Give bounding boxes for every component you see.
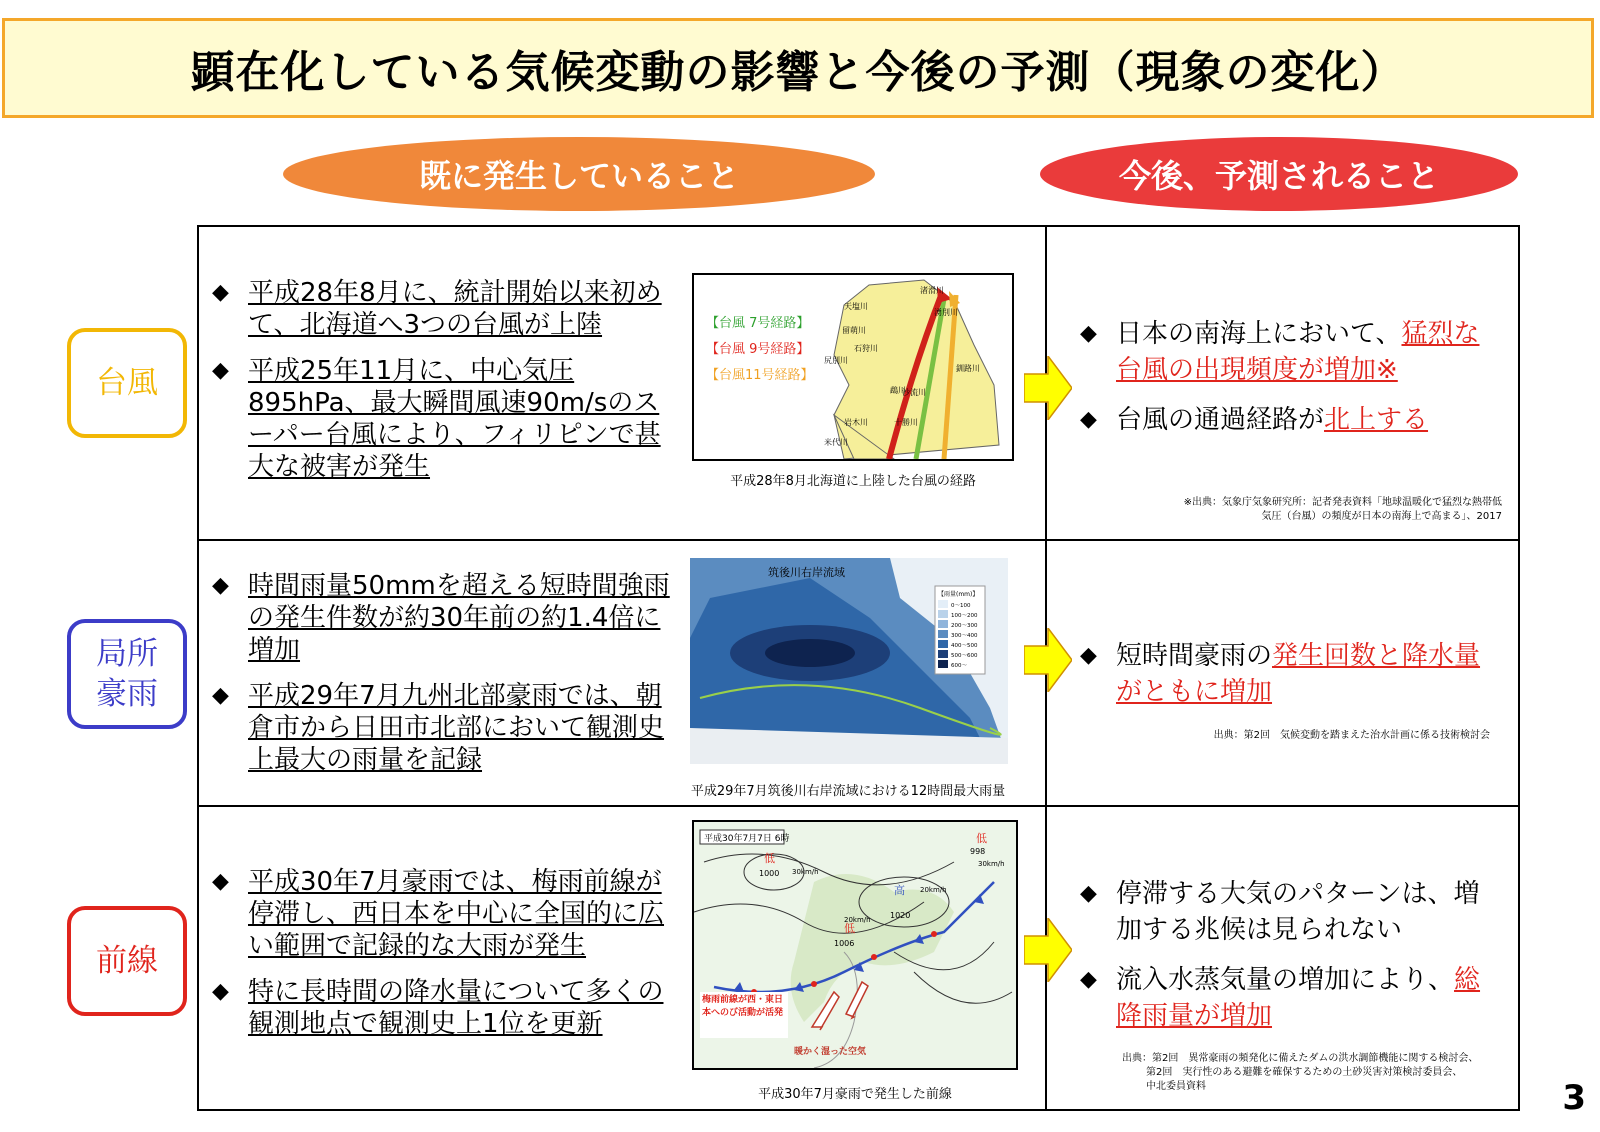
- pressure-label: 1020: [890, 911, 911, 920]
- front-future-list: [1080, 876, 1505, 1048]
- legend-range: 0～100: [951, 603, 971, 609]
- typhoon-source: ※出典：気象庁気象研究所：記者発表資料「地球温暖化で猛烈な熱帯低気圧（台風）の頻度が日本の南海上で高まる」、2017: [1183, 497, 1502, 522]
- label-front: 前線: [67, 906, 187, 1016]
- typhoon-track-map: [692, 273, 1014, 461]
- weather-chart: [692, 820, 1018, 1070]
- pressure-label: 低: [764, 852, 775, 865]
- typhoon-map-caption: 平成28年8月北海道に上陸した台風の経路: [730, 474, 976, 489]
- place-label: 湧別川: [934, 308, 958, 317]
- legend-typhoon-7: 【台風 7号経路】: [706, 316, 810, 331]
- list-item: ◆ 停滞する大気のパターンは、増加する兆候は見られない: [1080, 879, 1480, 945]
- list-item: ◆ 流入水蒸気量の増加により、総降雨量が増加: [1080, 965, 1481, 1031]
- header-future: 今後、予測されること: [1040, 137, 1518, 211]
- list-item: ◆ 平成25年11月に、中心気圧895hPa、最大瞬間風速90m/sのスーパー台風により、フィリピンで甚大な被害が発生: [212, 356, 661, 482]
- local-rain-current-list: [212, 570, 677, 790]
- speed-label: 30km/h: [792, 868, 819, 876]
- title-banner: [2, 18, 1594, 118]
- speed-label: 20km/h: [844, 916, 871, 924]
- rainfall-map: [690, 558, 1008, 764]
- row-divider: [197, 805, 1520, 807]
- front-note: 梅雨前線が西・東日本へのび活動が活発: [702, 995, 784, 1018]
- header-current: 既に発生していること: [283, 137, 875, 211]
- list-item: ◆ 日本の南海上において、猛烈な台風の出現頻度が増加※: [1080, 319, 1480, 385]
- place-label: 渚滑川: [920, 286, 944, 295]
- legend-range: 200～300: [951, 623, 978, 629]
- chart-header: 平成30年7月7日 6時: [704, 834, 790, 844]
- pressure-label: 高: [894, 884, 905, 897]
- page-title: 顕在化している気候変動の影響と今後の予測（現象の変化）: [190, 47, 1406, 98]
- legend-range: 400～500: [951, 643, 978, 649]
- arrow-right-icon: [1024, 918, 1072, 982]
- list-item: ◆ 時間雨量50mmを超える短時間強雨の発生件数が約30年前の約1.4倍に増加: [212, 571, 670, 665]
- place-label: 尻別川: [824, 356, 848, 365]
- legend-range: 500～600: [951, 653, 978, 659]
- place-label: 留萌川: [842, 326, 866, 335]
- legend-typhoon-11: 【台風11号経路】: [706, 368, 814, 383]
- label-typhoon: 台風: [67, 328, 187, 438]
- list-item: ◆ 平成28年8月に、統計開始以来初めて、北海道へ3つの台風が上陸: [212, 278, 662, 340]
- local-rain-source: 出典：第2回 気候変動を踏まえた治水計画に係る技術検討会: [1213, 730, 1490, 741]
- row-divider: [197, 539, 1520, 541]
- front-source: 出典：第2回 異常豪雨の頻発化に備えたダムの洪水調節機能に関する検討会、 第2回 実行性のある避難を確保するための土砂災害対策検討委員会、 中北委員資料: [1122, 1053, 1479, 1092]
- rainfall-map-caption: 平成29年7月筑後川右岸流域における12時間最大雨量: [690, 784, 1006, 799]
- place-label: 米代川: [824, 438, 848, 447]
- place-label: 天塩川: [844, 302, 868, 311]
- pressure-label: 低: [976, 832, 987, 845]
- pressure-label: 低: [844, 922, 855, 935]
- list-item: ◆ 平成29年7月九州北部豪雨では、朝倉市から日田市北部において観測史上最大の雨量を記録: [212, 681, 665, 775]
- place-label: 石狩川: [854, 344, 878, 353]
- pressure-label: 1000: [759, 869, 780, 878]
- arrow-right-icon: [1024, 628, 1072, 692]
- weather-chart-caption: 平成30年7月豪雨で発生した前線: [758, 1087, 952, 1102]
- typhoon-current-list: [212, 277, 672, 497]
- legend-title: 【雨量(mm)】: [938, 591, 979, 598]
- typhoon-future-list: [1080, 316, 1505, 452]
- legend-typhoon-9: 【台風 9号経路】: [706, 342, 810, 357]
- list-item: ◆ 平成30年7月豪雨では、梅雨前線が停滞し、西日本を中心に全国的に広い範囲で記録的な大雨が発生: [212, 867, 665, 961]
- place-label: 沙流川: [902, 388, 926, 397]
- speed-label: 20km/h: [920, 886, 947, 894]
- local-rain-future-list: [1080, 638, 1505, 724]
- place-label: 十勝川: [894, 418, 918, 427]
- legend-range: 600～: [951, 663, 967, 669]
- place-label: 岩木川: [844, 418, 868, 427]
- legend-range: 100～200: [951, 613, 978, 619]
- place-label: 鵡川: [890, 386, 906, 395]
- front-current-list: [212, 866, 682, 1054]
- list-item: ◆ 台風の通過経路が北上する: [1080, 405, 1429, 435]
- speed-label: 30km/h: [978, 860, 1005, 868]
- pressure-label: 1006: [834, 939, 855, 948]
- list-item: ◆ 短時間豪雨の発生回数と降水量がともに増加: [1080, 641, 1481, 707]
- map-region-label: 筑後川右岸流域: [768, 566, 845, 579]
- arrow-right-icon: [1024, 356, 1072, 420]
- page-number: 3: [1562, 1078, 1586, 1118]
- list-item: ◆ 特に長時間の降水量について多くの観測地点で観測史上1位を更新: [212, 977, 664, 1039]
- pressure-label: 998: [970, 847, 986, 856]
- place-label: 釧路川: [956, 364, 980, 373]
- air-note: 暖かく湿った空気: [794, 1047, 867, 1057]
- label-local-rain: 局所豪雨: [67, 619, 187, 729]
- legend-range: 300～400: [951, 633, 978, 639]
